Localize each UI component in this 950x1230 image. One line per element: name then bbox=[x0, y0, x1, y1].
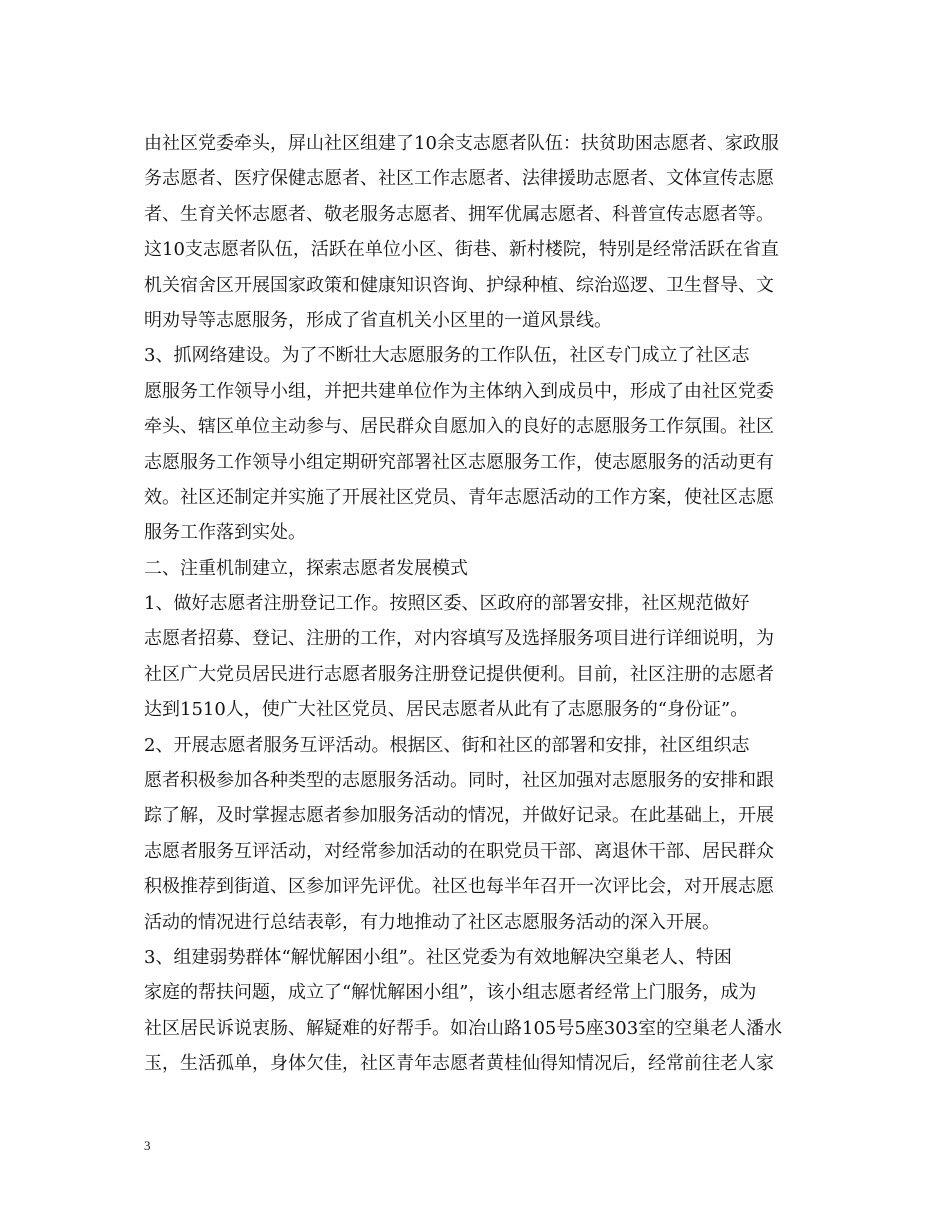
text-line: 社区广大党员居民进行志愿者服务注册登记提供便利。目前，社区注册的志愿者 bbox=[144, 663, 774, 685]
text-line: 玉，生活孤单，身体欠佳，社区青年志愿者黄桂仙得知情况后，经常前往老人家 bbox=[144, 1053, 774, 1075]
text-line: 愿服务工作领导小组，并把共建单位作为主体纳入到成员中，形成了由社区党委 bbox=[144, 380, 774, 402]
page-number: 3 bbox=[144, 1138, 151, 1153]
text-line: 3、组建弱势群体“解忧解困小组”。社区党委为有效地解决空巢老人、特困 bbox=[144, 946, 732, 968]
text-line: 2、开展志愿者服务互评活动。根据区、街和社区的部署和安排，社区组织志 bbox=[144, 734, 750, 756]
text-line: 这10支志愿者队伍，活跃在单位小区、街巷、新村楼院，特别是经常活跃在省直 bbox=[144, 239, 779, 261]
text-line: 者、生育关怀志愿者、敬老服务志愿者、拥军优属志愿者、科普宣传志愿者等。 bbox=[144, 203, 774, 225]
text-line: 牵头、辖区单位主动参与、居民群众自愿加入的良好的志愿服务工作氛围。社区 bbox=[144, 416, 774, 438]
text-line: 服务工作落到实处。 bbox=[144, 522, 306, 544]
text-line: 志愿者服务互评活动，对经常参加活动的在职党员干部、离退休干部、居民群众 bbox=[144, 840, 774, 862]
text-line: 志愿服务工作领导小组定期研究部署社区志愿服务工作，使志愿服务的活动更有 bbox=[144, 451, 774, 473]
text-line: 活动的情况进行总结表彰，有力地推动了社区志愿服务活动的深入开展。 bbox=[144, 911, 720, 933]
text-line: 务志愿者、医疗保健志愿者、社区工作志愿者、法律援助志愿者、文体宣传志愿 bbox=[144, 168, 774, 190]
text-line: 1、做好志愿者注册登记工作。按照区委、区政府的部署安排，社区规范做好 bbox=[144, 593, 750, 615]
text-line: 家庭的帮扶问题，成立了“解忧解困小组”，该小组志愿者经常上门服务，成为 bbox=[144, 982, 757, 1004]
text-line: 社区居民诉说衷肠、解疑难的好帮手。如冶山路105号5座303室的空巢老人潘水 bbox=[144, 1017, 783, 1039]
text-line: 达到1510人，使广大社区党员、居民志愿者从此有了志愿服务的“身份证”。 bbox=[144, 699, 749, 721]
text-line: 明劝导等志愿服务，形成了省直机关小区里的一道风景线。 bbox=[144, 309, 612, 331]
section-heading: 二、注重机制建立，探索志愿者发展模式 bbox=[144, 557, 468, 579]
document-body bbox=[144, 126, 809, 1082]
text-line: 积极推荐到街道、区参加评先评优。社区也每半年召开一次评比会，对开展志愿 bbox=[144, 876, 774, 898]
text-line: 3、抓网络建设。为了不断壮大志愿服务的工作队伍，社区专门成立了社区志 bbox=[144, 345, 750, 367]
text-line: 愿者积极参加各种类型的志愿服务活动。同时，社区加强对志愿服务的安排和跟 bbox=[144, 770, 774, 792]
text-line: 踪了解，及时掌握志愿者参加服务活动的情况，并做好记录。在此基础上，开展 bbox=[144, 805, 774, 827]
text-line: 志愿者招募、登记、注册的工作，对内容填写及选择服务项目进行详细说明，为 bbox=[144, 628, 774, 650]
text-line: 效。社区还制定并实施了开展社区党员、青年志愿活动的工作方案，使社区志愿 bbox=[144, 486, 774, 508]
text-line: 机关宿舍区开展国家政策和健康知识咨询、护绿种植、综治巡逻、卫生督导、文 bbox=[144, 274, 774, 296]
text-line: 由社区党委牵头，屏山社区组建了10余支志愿者队伍：扶贫助困志愿者、家政服 bbox=[144, 133, 779, 154]
